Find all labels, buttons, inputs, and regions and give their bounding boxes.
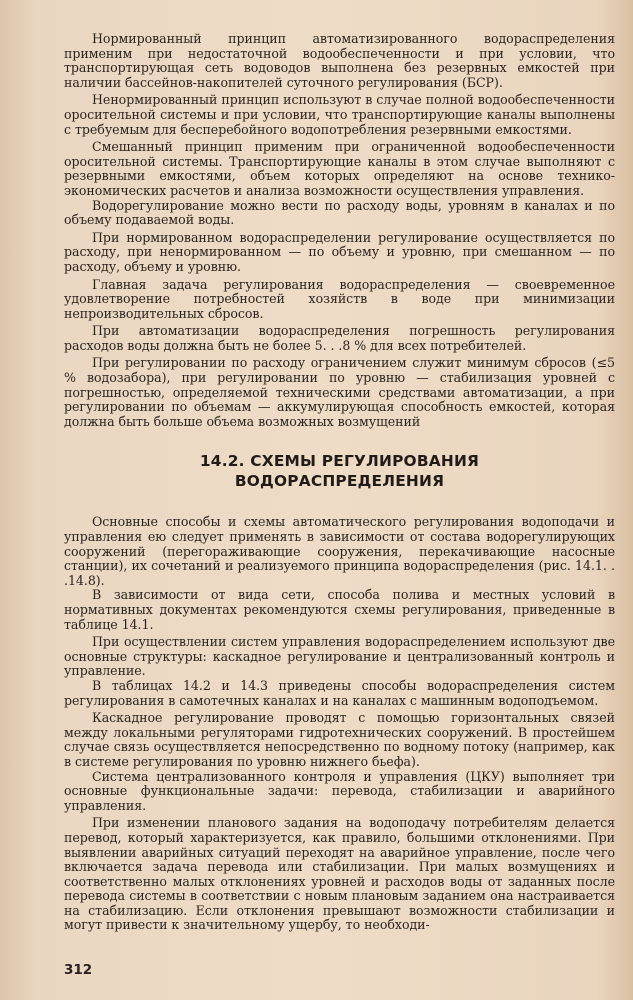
paragraph-regulation-constraints: При регулировании по расходу ограничением служит минимум сбросов (≤5 % водозабора), при регулировании по уровню — стабилизация уровней с погрешностью, определяемой техническими средствами автоматизации, а при регулировании по объемам — аккумулирующая способность емкостей, которая должна быть больше объема возможных возмущений — [64, 355, 615, 429]
paragraph-main-task: Главная задача регулирования водораспределения — своевременное удовлетворение потребностей хозяйств в воде при минимизации непроизводительных сбросов. — [64, 276, 615, 321]
paragraph-normalized-principle: Нормированный принцип автоматизированного водораспределения применим при недостаточной водообеспеченности и при условии, что транспортирующая сеть водоводов выполнена без резервных емкостей при наличии бассейнов-накопителей суточного регулирования (БСР). — [64, 31, 615, 90]
paragraph-central-control-system: Система централизованного контроля и управления (ЦКУ) выполняет три основные функциональные задачи: перевода, стабилизации и аварийного управления. — [64, 768, 615, 813]
paragraph-tables-reference: В таблицах 14.2 и 14.3 приведены способы водораспределения систем регулирования в самотечных каналах и на каналах с машинным водоподъемом. — [64, 677, 615, 708]
paragraph-control-structures: При осуществлении систем управления водораспределением используют две основные структуры: каскадное регулирование и централизованный контроль и управление. — [64, 634, 615, 679]
paragraph-regulation-by-principle: При нормированном водораспределении регулирование осуществляется по расходу, при ненормированном — по объему и уровню, при смешанном — по расходу, объему и уровню. — [64, 229, 615, 274]
section-heading — [64, 451, 615, 491]
section-heading-line-1: 14.2. СХЕМЫ РЕГУЛИРОВАНИЯ — [199, 452, 480, 471]
paragraph-water-regulation: Водорегулирование можно вести по расходу воды, уровням в каналах и по объему подаваемой воды. — [64, 197, 615, 228]
paragraph-unnormalized-principle: Ненормированный принцип используют в случае полной водообеспеченности оросительной системы и при условии, что транспортирующие каналы выполнены с требуемым для бесперебойного водопотребления резервными емкостями. — [64, 92, 615, 137]
paragraph-recommended-schemes: В зависимости от вида сети, способа полива и местных условий в нормативных документах рекомендуются схемы регулирования, приведенные в таблице 14.1. — [64, 587, 615, 632]
page-number: 312 — [64, 962, 93, 978]
paragraph-plan-change: При изменении планового задания на водоподачу потребителям делается перевод, который характеризуется, как правило, большими отклонениями. При выявлении аварийных ситуаций переходят на аварийное управление, после чего включается задача перевода или стабилизации. При малых возмущениях и соответственно малых отклонениях уровней и расходов воды от заданных после перевода системы в соответствии с новым плановым заданием она настраивается на стабилизацию. Если отклонения превышают возможности стабилизации и могут привести к значительному ущербу, то необходи- — [64, 815, 615, 933]
section-heading-line-2: ВОДОРАСПРЕДЕЛЕНИЯ — [234, 472, 445, 491]
paragraph-regulation-error: При автоматизации водораспределения погрешность регулирования расходов воды должна быть не более 5. . .8 % для всех потребителей. — [64, 323, 615, 353]
paragraph-mixed-principle: Смешанный принцип применим при ограниченной водообеспеченности оросительной системы. Транспортирующие каналы в этом случае выполняют с резервными емкостями, объем которых определяют на основе технико-экономических расчетов и анализа возможности осуществления управления. — [64, 139, 615, 198]
paragraph-cascade-regulation: Каскадное регулирование проводят с помощью горизонтальных связей между локальными регуляторами гидротехнических сооружений. В простейшем случае связь осуществляется непосредственно по водному потоку (например, как в системе регулирования по уровню нижнего бьефа). — [64, 710, 615, 769]
paragraph-regulation-methods: Основные способы и схемы автоматического регулирования водоподачи и управления ею следует применять в зависимости от состава водорегулирующих сооружений (перегораживающие сооружения, перекачивающие насосные станции), их сочетаний и реализуемого принципа водораспределения (рис. 14.1. . .14.8). — [64, 514, 615, 588]
